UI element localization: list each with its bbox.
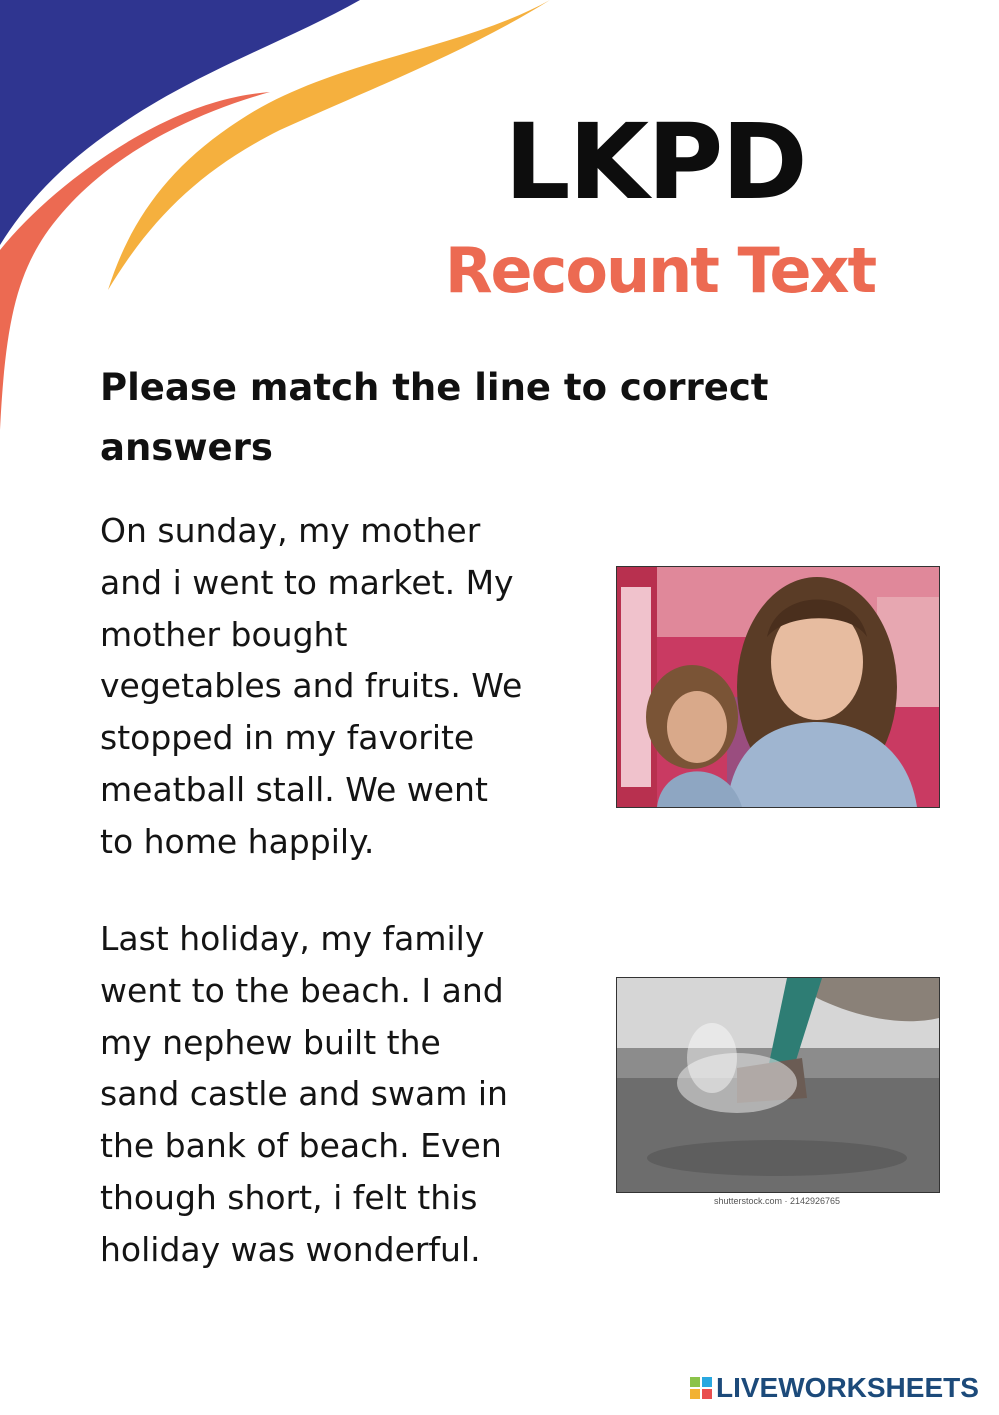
page-subtitle: Recount Text (444, 234, 876, 307)
passage-line: vegetables and fruits. We (100, 666, 523, 706)
passage-line: mother bought (100, 614, 348, 654)
passage-line: stopped in my favorite (100, 718, 475, 758)
passage-line: though short, i felt this (100, 1177, 478, 1217)
passage-line: to home happily. (100, 821, 375, 861)
liveworksheets-logo-icon (690, 1377, 712, 1399)
passage-line: sand castle and swam in (100, 1074, 508, 1114)
image-caption: shutterstock.com · 2142926765 (713, 1196, 841, 1206)
page-title: LKPD (504, 101, 806, 223)
footer-brand (690, 1372, 979, 1404)
instruction-text: Please match the line to correct answers (100, 366, 769, 469)
brand-name: LIVEWORKSHEETS (716, 1372, 979, 1403)
passage-line: went to the beach. I and (100, 970, 504, 1010)
passage-line: holiday was wonderful. (100, 1229, 481, 1269)
match-image-puddle-splash[interactable] (616, 977, 940, 1193)
passage-line: the bank of beach. Even (100, 1126, 502, 1166)
match-image-girl-with-doll[interactable] (616, 566, 940, 808)
passage-line: meatball stall. We went (100, 769, 488, 809)
passage-1 (100, 505, 580, 868)
passage-2 (100, 913, 580, 1276)
passage-line: and i went to market. My (100, 562, 514, 602)
passage-line: my nephew built the (100, 1022, 441, 1062)
passage-line: On sunday, my mother (100, 511, 481, 550)
passage-line: Last holiday, my family (100, 919, 485, 958)
